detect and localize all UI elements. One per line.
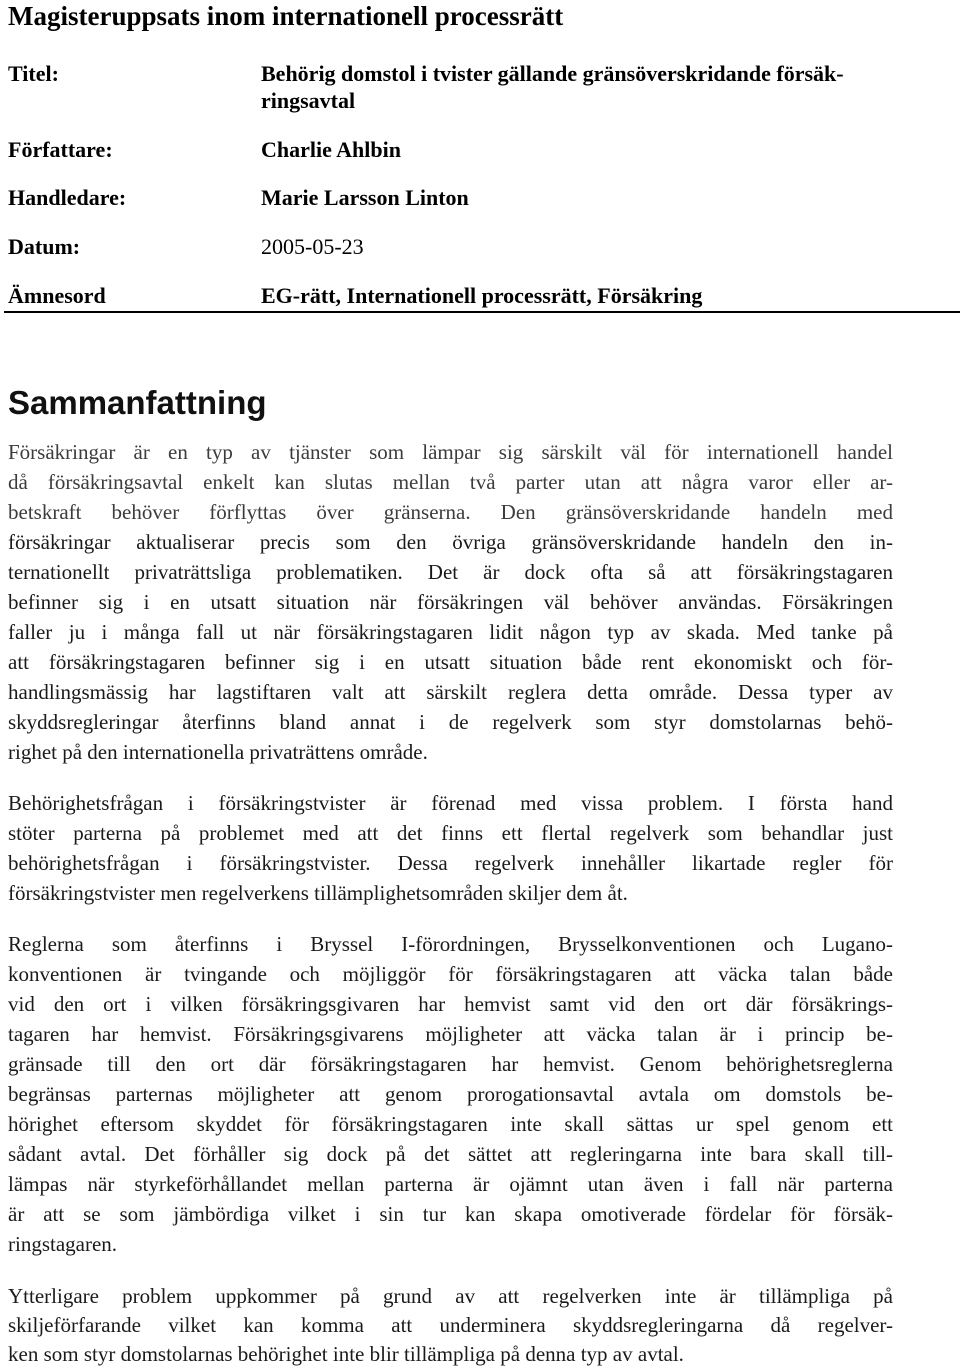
abstract-line: faller ju i många fall ut när försäkringstagaren lidit någon typ av skada. Med tanke på — [8, 620, 893, 644]
meta-label-author: Författare: — [8, 137, 113, 162]
abstract-paragraph — [8, 437, 893, 767]
meta-divider — [4, 311, 960, 313]
abstract-line: är att se som jämbördiga vilket i sin tur kan skapa omotiverade fördelar för försäk- — [8, 1202, 893, 1226]
abstract-line: ternationellt privaträttsliga problematiken. Det är dock ofta så att försäkringstagaren — [8, 560, 893, 584]
meta-value-date: 2005-05-23 — [261, 234, 364, 259]
abstract-line: handlingsmässig har lagstiftaren valt att särskilt reglera detta område. Dessa typer av — [8, 680, 893, 704]
abstract-line: skiljeförfarande vilket kan komma att underminera skyddsregleringarna då regelver- — [8, 1313, 893, 1337]
meta-label-date: Datum: — [8, 234, 81, 259]
abstract-line: hörighet eftersom skyddet för försäkringstagaren inte skall sättas ur spel genom ett — [8, 1112, 893, 1136]
abstract-line: försäkringar aktualiserar precis som den övriga gränsöverskridande handeln den in- — [8, 530, 893, 554]
meta-value-author: Charlie Ahlbin — [261, 137, 401, 162]
abstract-line: betskraft behöver förflyttas över gränserna. Den gränsöverskridande handeln med — [8, 500, 893, 524]
abstract-paragraph — [8, 1282, 893, 1369]
abstract-paragraph — [8, 788, 893, 908]
abstract-line: befinner sig i en utsatt situation när försäkringen väl behöver användas. Försäkringen — [8, 590, 893, 614]
abstract-line: gränsade till den ort där försäkringstagaren har hemvist. Genom behörighetsreglerna — [8, 1052, 893, 1076]
abstract-line: Ytterligare problem uppkommer på grund av att regelverken inte är tillämpliga på — [8, 1284, 893, 1308]
abstract-line: skyddsregleringar återfinns bland annat i de regelverk som styr domstolarnas behö- — [8, 710, 893, 734]
abstract-line: begränsas parternas möjligheter att genom prorogationsavtal avtala om domstols be- — [8, 1082, 893, 1106]
abstract-line: Försäkringar är en typ av tjänster som lämpar sig särskilt väl för internationell handel — [8, 440, 893, 464]
meta-label-title: Titel: — [8, 61, 59, 86]
abstract-line: Behörighetsfrågan i försäkringstvister är förenad med vissa problem. I första hand — [8, 791, 893, 815]
abstract-line: ringstagaren. — [8, 1232, 118, 1256]
abstract-line: då försäkringsavtal enkelt kan slutas mellan två parter utan att några varor eller ar- — [8, 470, 893, 494]
abstract-line: konventionen är tvingande och möjliggör för försäkringstagaren att väcka talan både — [8, 962, 893, 986]
meta-value-title-line: ringsavtal — [261, 88, 356, 113]
meta-label-keywords: Ämnesord — [8, 283, 106, 308]
meta-value-title — [261, 60, 844, 114]
abstract-heading: Sammanfattning — [8, 384, 267, 421]
abstract-line: righet på den internationella privaträttens område. — [8, 740, 428, 764]
meta-value-advisor: Marie Larsson Linton — [261, 185, 469, 210]
abstract-line: vid den ort i vilken försäkringsgivaren har hemvist samt vid den ort där försäkrings- — [8, 992, 893, 1016]
meta-value-keywords: EG-rätt, Internationell processrätt, Försäkring — [261, 283, 703, 308]
abstract-line: att försäkringstagaren befinner sig i en utsatt situation både rent ekonomiskt och för- — [8, 650, 893, 674]
abstract-line: lämpas när styrkeförhållandet mellan parterna är ojämnt utan även i fall när parterna — [8, 1172, 893, 1196]
abstract-line: försäkringstvister men regelverkens tillämplighetsområden skiljer dem åt. — [8, 881, 628, 905]
abstract-line: behörighetsfrågan i försäkringstvister. Dessa regelverk innehåller likartade regler för — [8, 851, 893, 875]
document-title: Magisteruppsats inom internationell processrätt — [8, 1, 564, 31]
abstract-line: sådant avtal. Det förhåller sig dock på det sättet att regleringarna inte bara skall till- — [8, 1142, 893, 1166]
meta-value-title-line: Behörig domstol i tvister gällande gränsöverskridande försäk- — [261, 61, 844, 86]
abstract-line: tagaren har hemvist. Försäkringsgivarens möjligheter att väcka talan är i princip be- — [8, 1022, 893, 1046]
abstract-paragraph — [8, 929, 893, 1259]
meta-label-advisor: Handledare: — [8, 185, 127, 210]
abstract-line: stöter parterna på problemet med att det finns ett flertal regelverk som behandlar just — [8, 821, 893, 845]
abstract-line: ken som styr domstolarnas behörighet inte blir tillämpliga på denna typ av avtal. — [8, 1342, 684, 1366]
abstract-line: Reglerna som återfinns i Bryssel I-förordningen, Brysselkonventionen och Lugano- — [8, 932, 893, 956]
